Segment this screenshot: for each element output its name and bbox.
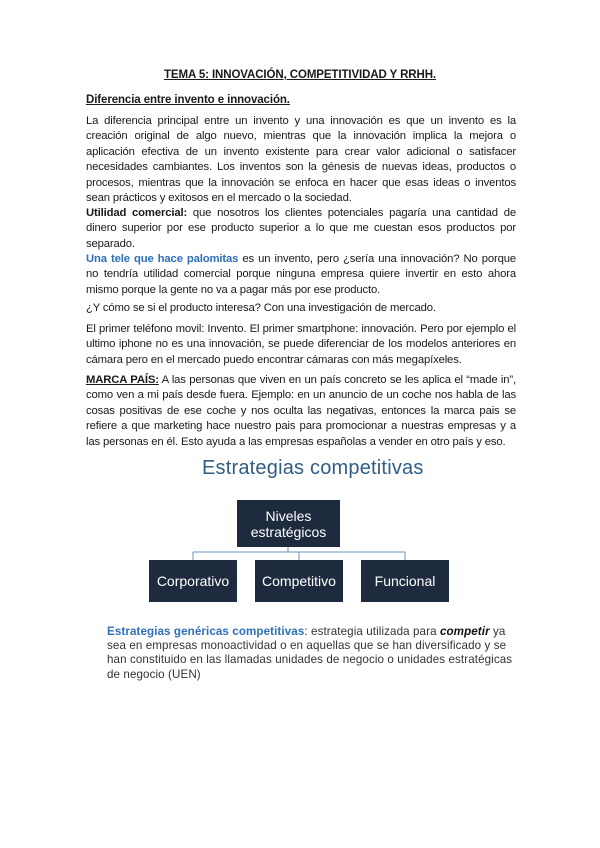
document-title: TEMA 5: INNOVACIÓN, COMPETITIVIDAD Y RRHH. <box>163 69 437 81</box>
marca-paragraph <box>86 373 516 450</box>
marca-text: A las personas que viven en un país concreto se les aplica el “made in”, como ven a mi país desde fuera. Ejemplo: en un anuncio de un coche nos habla de las cosas positivas de ese coche y nos oculta las negativas, entonces la marca pais se refiere a que marketing hace nuestro pais para promocionar a nuestras empresas y a las personas en él. Esto ayuda a las empresas españolas a vender en otro país y eso. <box>86 374 517 448</box>
telefono-paragraph <box>86 322 516 368</box>
diagram-node-funcional: Funcional <box>361 560 449 602</box>
intro-paragraph <box>86 114 516 206</box>
utilidad-text: que nosotros los clientes potenciales pagaría una cantidad de dinero superior por ese producto superior a lo que me cuestan esos productos por separado. <box>86 207 516 250</box>
genericas-label: Estrategias genéricas competitivas <box>107 625 305 638</box>
palomitas-label: Una tele que hace palomitas <box>86 253 239 265</box>
marca-label: MARCA PAÍS: <box>86 374 159 386</box>
utilidad-label: Utilidad comercial: <box>86 207 188 219</box>
utilidad-paragraph <box>86 206 516 252</box>
diagram-title: Estrategias competitivas <box>202 457 424 479</box>
genericas-paragraph <box>107 625 527 682</box>
pregunta-text: ¿Y cómo se si el producto interesa? Con una investigación de mercado. <box>86 302 436 314</box>
telefono-text: El primer teléfono movil: Invento. El primer smartphone: innovación. Pero por ejemplo el ultimo iphone no es una innovación, se puede diferenciar de los modelos anteriores en cámara pero en el mercado puedo encontrar cámaras con más megapíxeles. <box>86 323 516 366</box>
node-line-2: estratégicos <box>250 523 327 540</box>
genericas-emphasis: competir <box>439 625 490 638</box>
section-heading: Diferencia entre invento e innovación. <box>86 94 290 106</box>
diagram-node-niveles <box>237 500 340 547</box>
intro-text: La diferencia principal entre un invento y una innovación es que un invento es la creación original de algo nuevo, mientras que la innovación implica la mejora o aplicación efectiva de un invento existente para crear valor adicional o satisfacer necesidades cambiantes. Los inventos son la génesis de nuevas ideas, productos o procesos, mientras que la innovación se enfoca en hacer que esas ideas o inventos sean prácticos y exitosos en el mercado o la sociedad. <box>86 115 516 205</box>
pregunta-paragraph <box>86 301 516 316</box>
diagram-node-competitivo: Competitivo <box>255 560 343 602</box>
genericas-text-2: ya sea en empresas monoactividad o en aquellas que se han diversificado y se han constituido en las llamadas unidades de negocio o unidades estratégicas de negocio (UEN) <box>107 625 513 681</box>
palomitas-paragraph <box>86 252 516 298</box>
node-line-1: Niveles <box>265 507 312 524</box>
genericas-text-1: : estrategia utilizada para <box>304 625 440 638</box>
palomitas-text: es un invento, pero ¿sería una innovación? No porque no tendría utilidad comercial porque ninguna empresa quiere invertir en esto ahora mismo porque la gente no va a pagar más por ese producto. <box>86 253 517 296</box>
diagram-node-corporativo: Corporativo <box>149 560 237 602</box>
